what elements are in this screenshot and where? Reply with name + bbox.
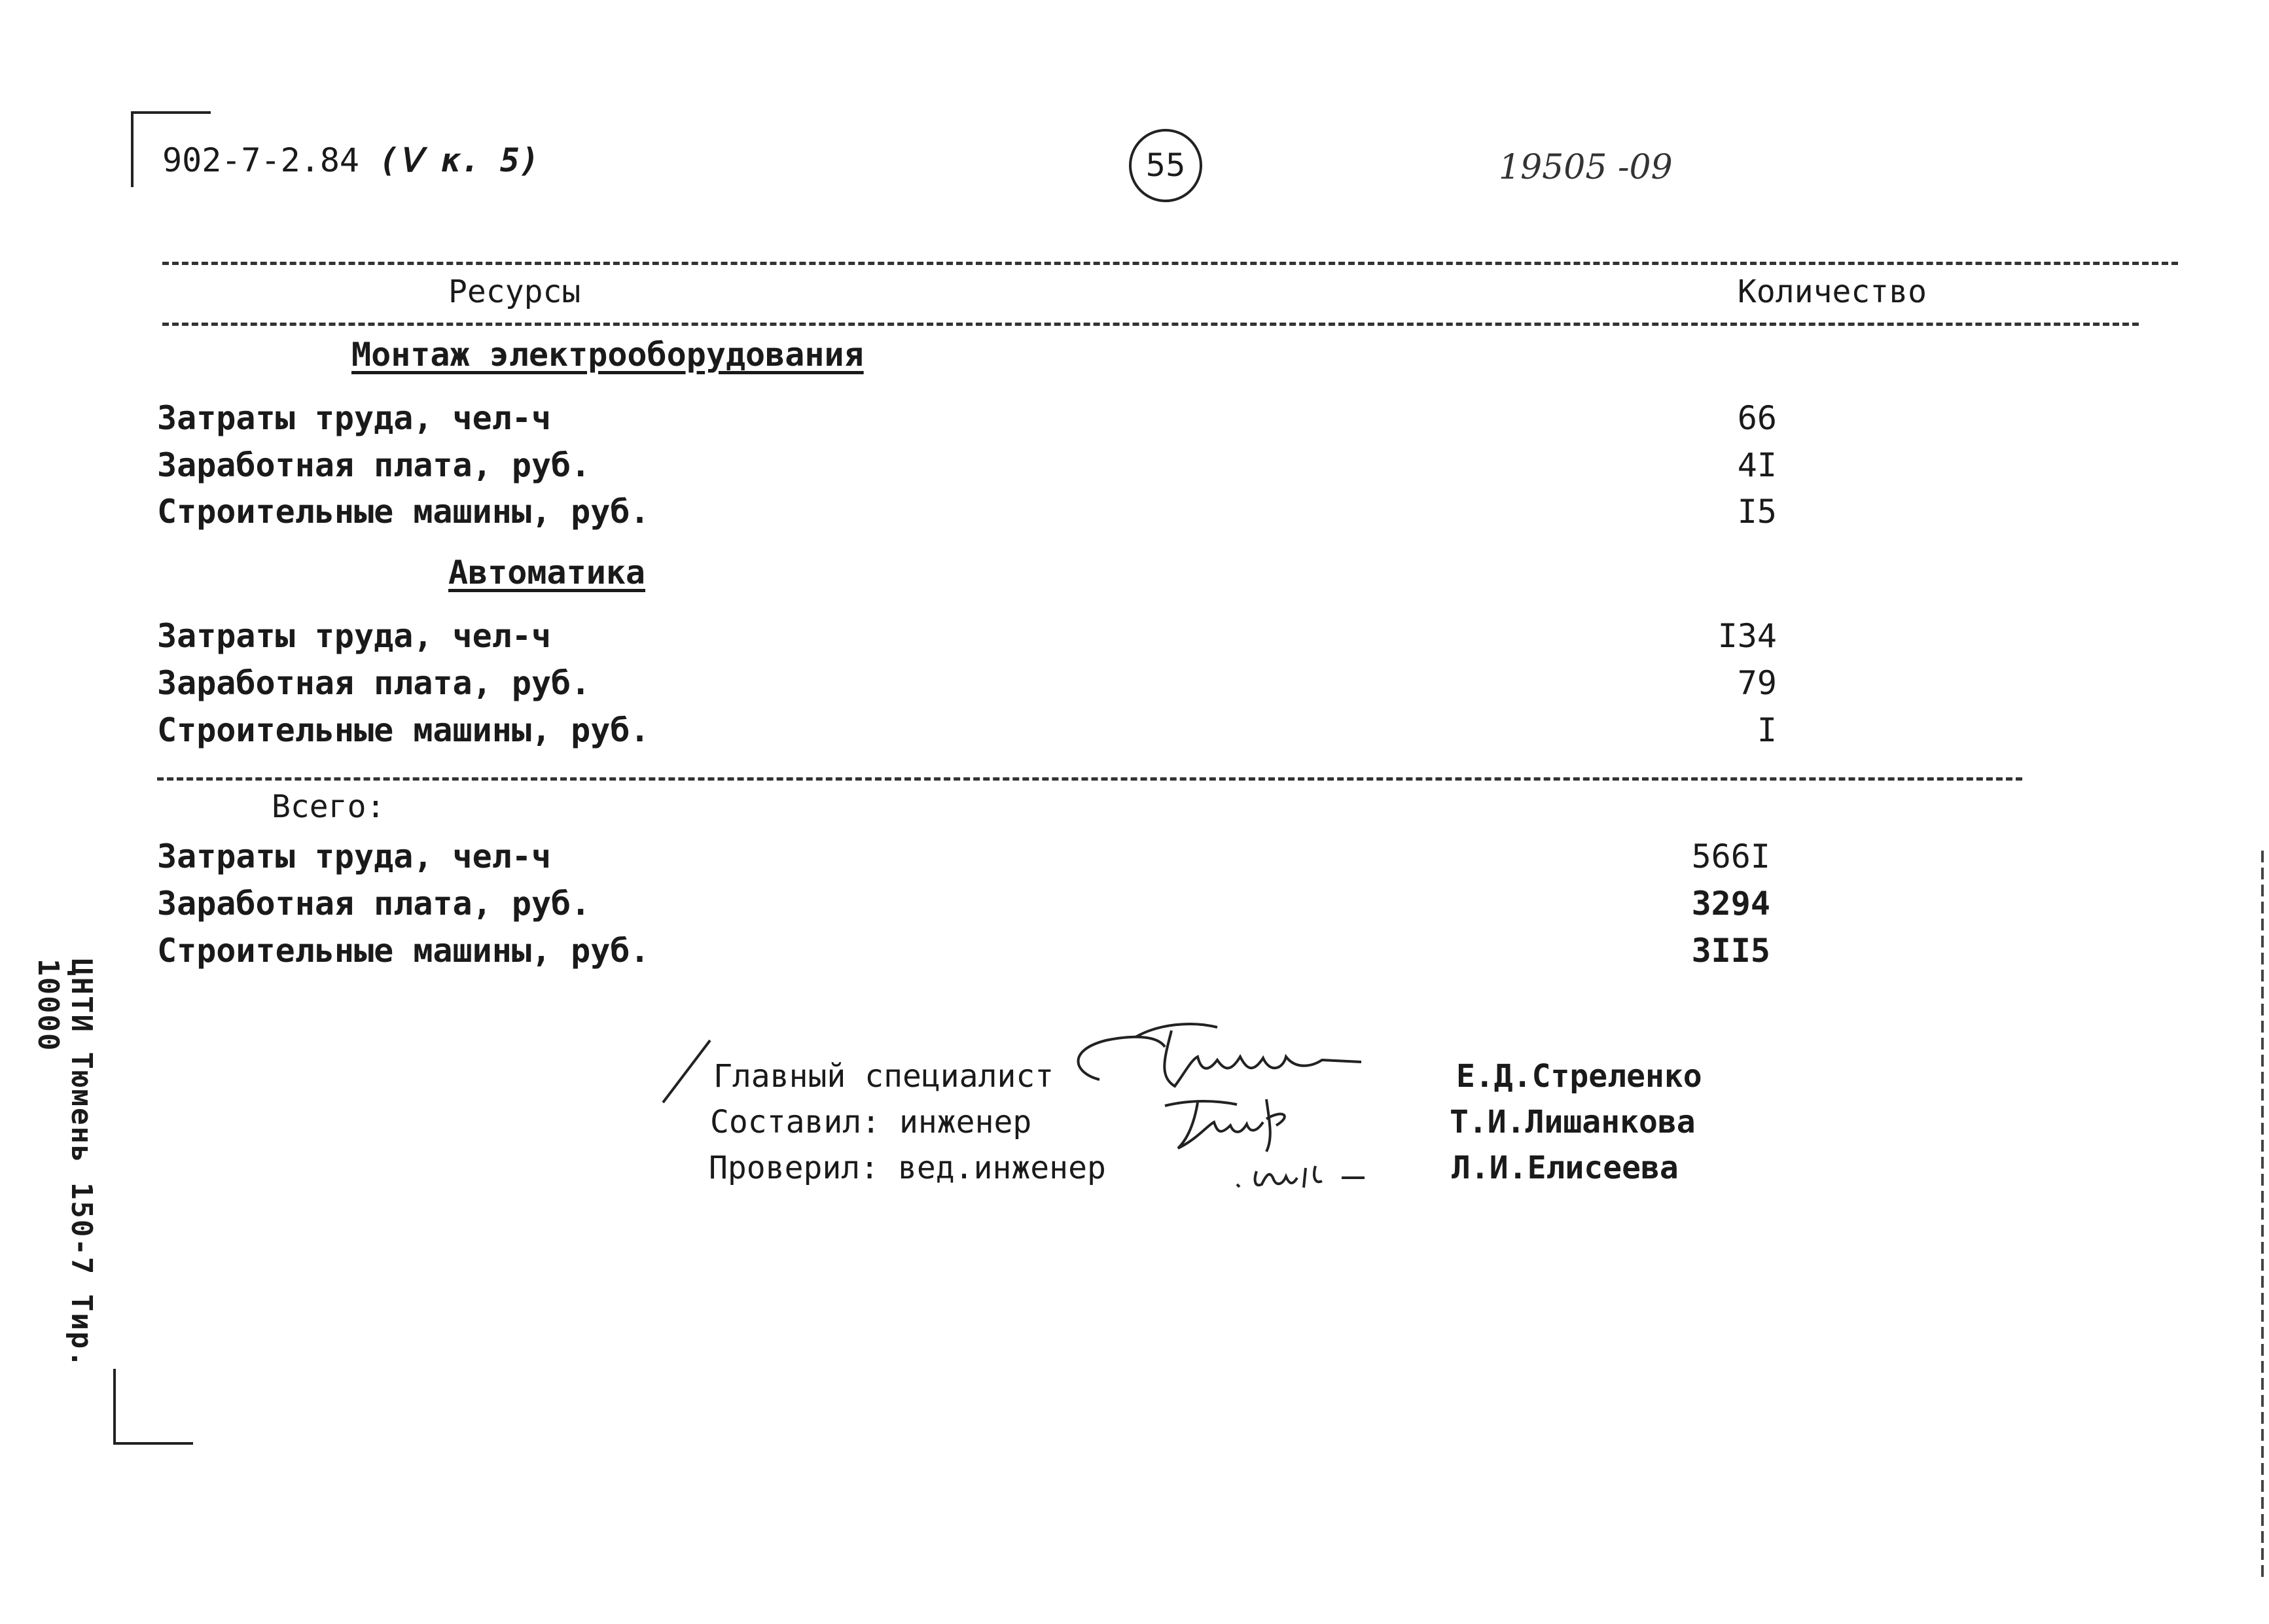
row-label: Заработная плата, руб.: [157, 664, 591, 702]
row-label: Затраты труда, чел-ч: [157, 838, 552, 875]
handwritten-signature-2: [1152, 1086, 1322, 1158]
row-label: Заработная плата, руб.: [157, 446, 591, 484]
page-number-circle: [1129, 129, 1202, 202]
document-code: [162, 141, 539, 180]
row-value: 79: [1737, 664, 1777, 702]
reference-number: 19505 -09: [1499, 148, 1673, 187]
side-print-stamp: ЦНТИ Тюмень 150-7 Тир. 10000: [31, 959, 98, 1369]
slash-mark: [658, 1037, 717, 1109]
row-value: 66: [1737, 399, 1777, 437]
frame-corner-bottom-left: [113, 1369, 193, 1445]
row-label: Строительные машины, руб.: [157, 493, 650, 531]
signature-name: Л.И.Елисеева: [1452, 1150, 1679, 1186]
row-label: Заработная плата, руб.: [157, 885, 591, 923]
section-title: Автоматика: [448, 554, 646, 591]
total-rule: [157, 777, 2022, 781]
row-value: 3294: [1691, 885, 1770, 923]
total-title: Всего:: [272, 788, 385, 825]
row-value: I: [1757, 711, 1777, 749]
handwritten-signature-3: [1230, 1152, 1401, 1197]
row-label: Строительные машины, руб.: [157, 711, 650, 749]
document-sheet: (Ⅴ к. 5): [379, 141, 540, 179]
table-header-rule: [162, 323, 2139, 326]
section-title: Монтаж электрооборудования: [351, 336, 864, 374]
signature-name: Т.И.Лишанкова: [1450, 1104, 1696, 1140]
row-value: I5: [1737, 493, 1777, 531]
document-code-number: 902-7-2.84: [162, 141, 360, 179]
signature-name: Е.Д.Стреленко: [1456, 1058, 1702, 1095]
signature-role: Главный специалист: [713, 1058, 1054, 1095]
row-value: 566I: [1691, 838, 1770, 875]
row-label: Строительные машины, руб.: [157, 932, 650, 970]
column-header-quantity: Количество: [1738, 274, 1927, 310]
row-value: 4I: [1737, 446, 1777, 484]
signature-role: Составил: инженер: [710, 1104, 1032, 1140]
row-value: I34: [1717, 617, 1777, 655]
row-label: Затраты труда, чел-ч: [157, 399, 552, 437]
row-value: 3II5: [1691, 932, 1770, 970]
signature-role: Проверил: вед.инженер: [709, 1150, 1106, 1186]
scan-edge-line: [2261, 851, 2264, 1577]
page-number: 55: [1145, 147, 1186, 184]
table-top-rule: [162, 262, 2178, 265]
column-header-resources: Ресурсы: [448, 274, 581, 310]
row-label: Затраты труда, чел-ч: [157, 617, 552, 655]
